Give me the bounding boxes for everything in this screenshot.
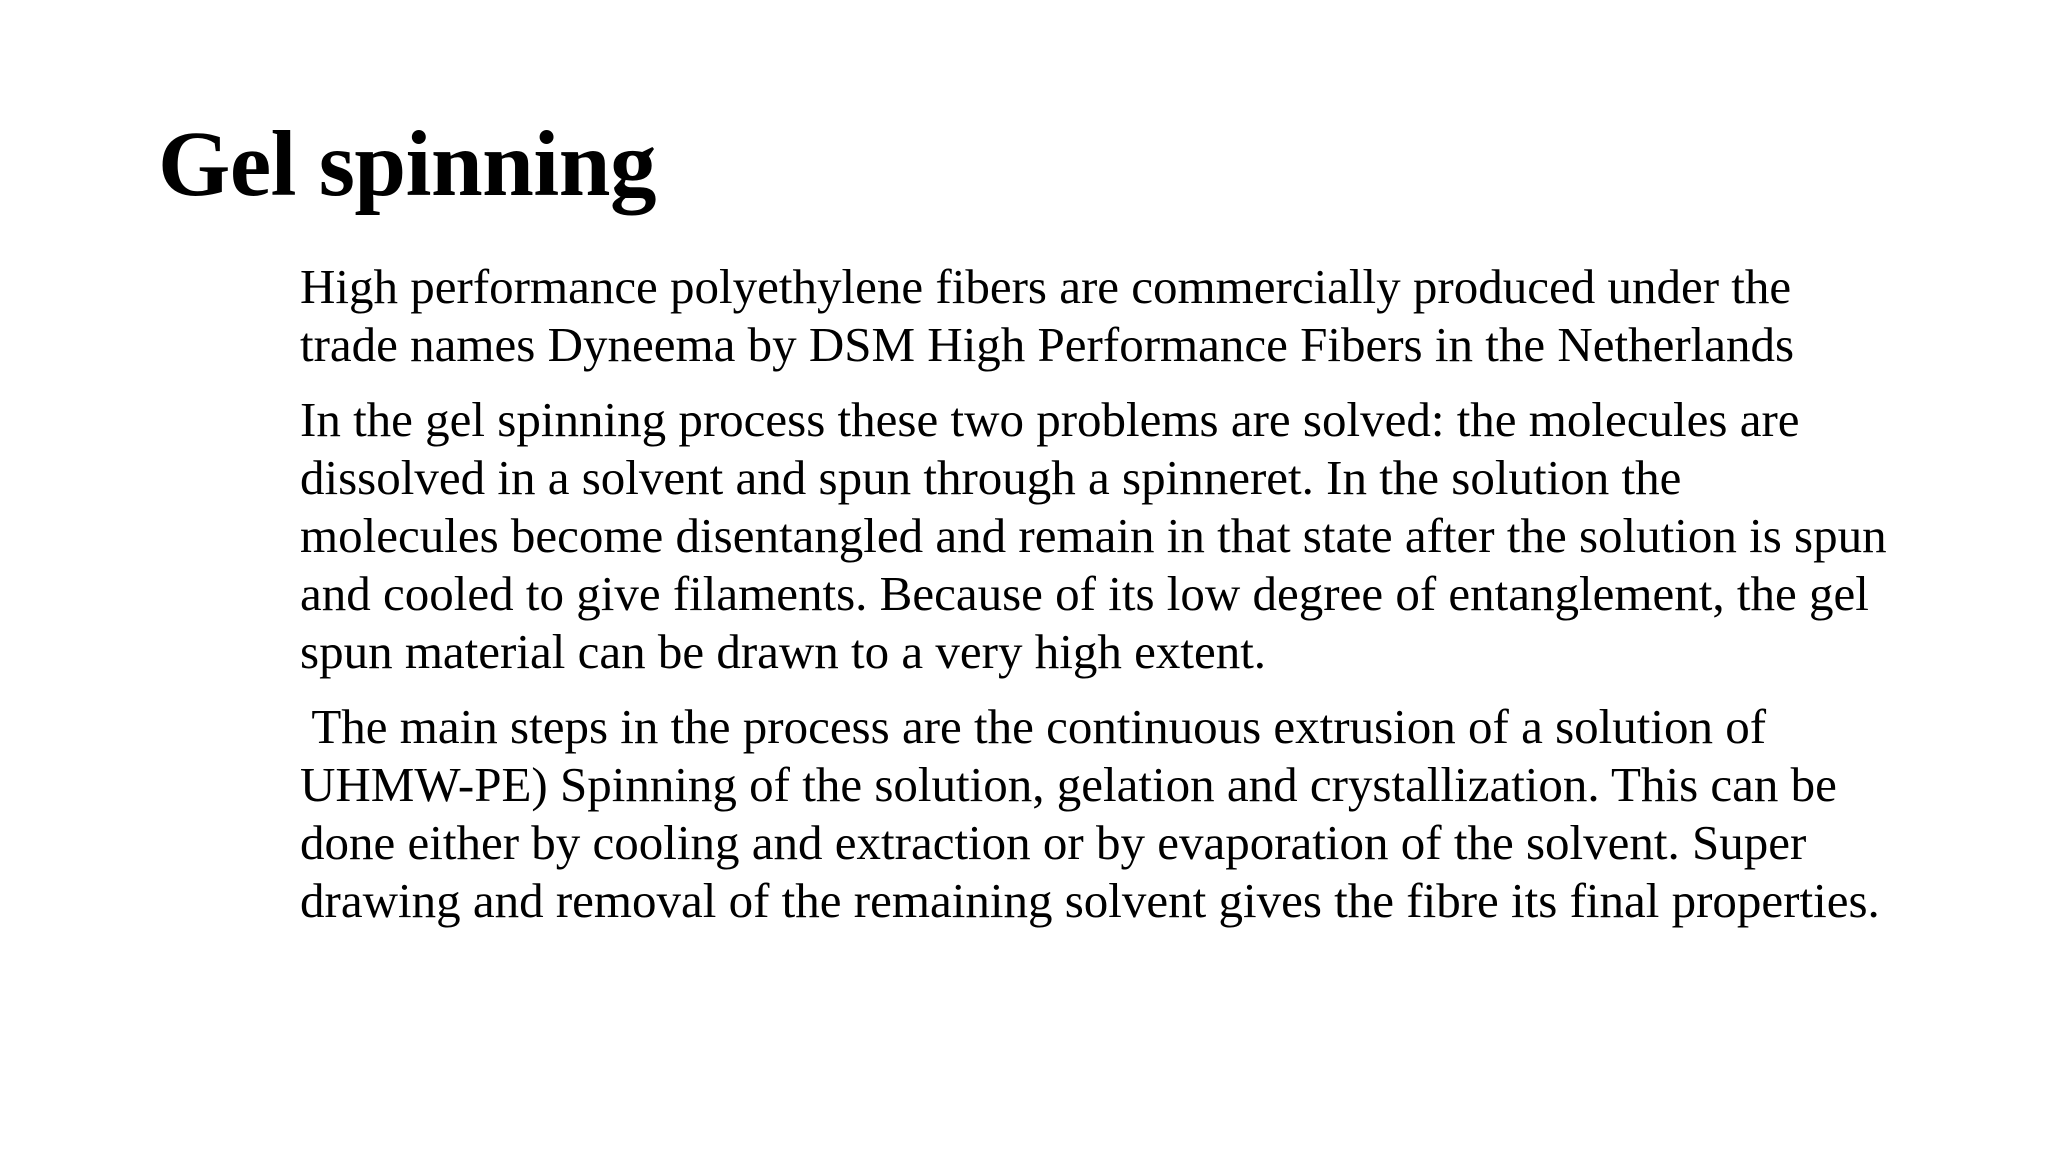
text-line: drawing and removal of the remaining solvent gives the fibre its final properties. — [300, 873, 1880, 928]
paragraph-main-steps — [300, 698, 2048, 930]
paragraph-dyneema — [300, 258, 2048, 374]
text-line: molecules become disentangled and remain in that state after the solution is spun — [300, 508, 1887, 563]
text-line: The main steps in the process are the continuous extrusion of a solution of — [300, 699, 1767, 754]
text-line: High performance polyethylene fibers are commercially produced under the — [300, 259, 1792, 314]
text-line: UHMW-PE) Spinning of the solution, gelation and crystallization. This can be — [300, 757, 1837, 812]
text-line: done either by cooling and extraction or by evaporation of the solvent. Super — [300, 815, 1807, 870]
text-line: dissolved in a solvent and spun through a spinneret. In the solution the — [300, 450, 1682, 505]
text-line: spun material can be drawn to a very high extent. — [300, 624, 1267, 679]
slide-body — [300, 258, 2048, 947]
text-line: trade names Dyneema by DSM High Performance Fibers in the Netherlands — [300, 317, 1795, 372]
text-line: In the gel spinning process these two problems are solved: the molecules are — [300, 392, 1800, 447]
paragraph-gel-spinning-process — [300, 391, 2048, 681]
slide-title: Gel spinning — [158, 113, 656, 216]
text-line: and cooled to give filaments. Because of its low degree of entanglement, the gel — [300, 566, 1869, 621]
